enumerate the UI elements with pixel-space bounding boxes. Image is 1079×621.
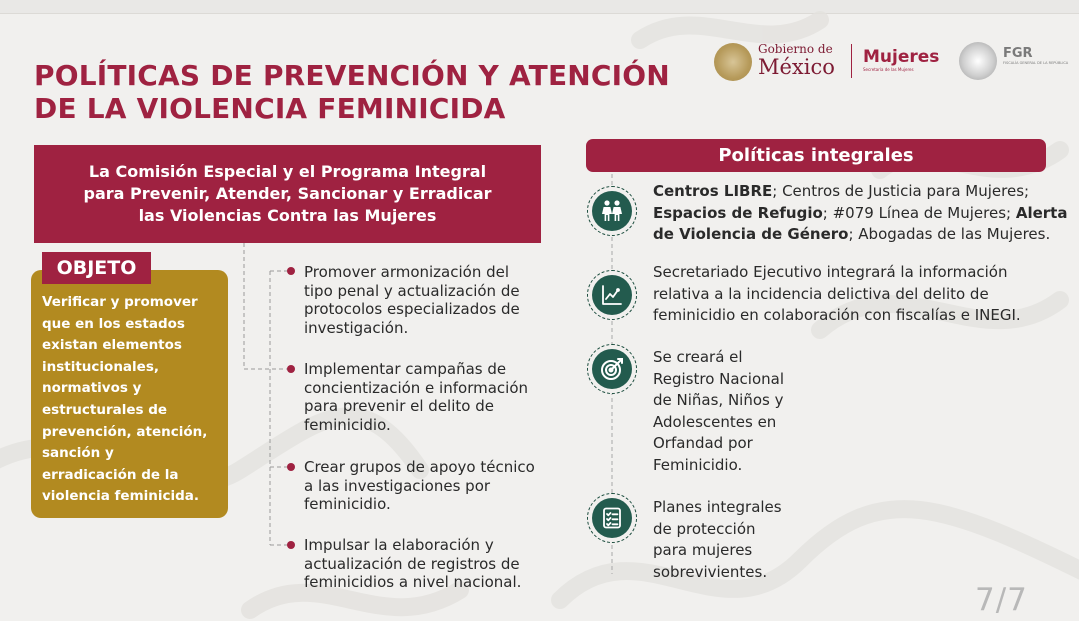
action-line: Impulsar la elaboración y [304, 536, 494, 554]
objeto-line: institucionales, [42, 358, 159, 375]
banner-line-1: La Comisión Especial y el Programa Integral [88, 162, 487, 181]
action-line: investigación. [304, 318, 409, 337]
top-bar [0, 0, 1079, 14]
politica-1-text: ; #079 Línea de Mujeres; [822, 203, 1016, 222]
objeto-line: prevención, atención, [42, 423, 208, 440]
chart-icon [592, 275, 632, 315]
mujeres-logo [863, 47, 939, 73]
action-item-4 [304, 536, 521, 592]
politica-1-line-3 [653, 224, 1067, 246]
politica-icon-frame [587, 493, 637, 543]
politica-1-text: ; Centros de Justicia para Mujeres; [772, 182, 1030, 200]
action-line: concientización e información [304, 378, 528, 397]
action-line: Promover armonización del [304, 263, 510, 281]
gobierno-seal-icon [714, 43, 752, 81]
objeto-line: existan elementos [42, 337, 182, 354]
fgr-logo [1003, 46, 1068, 65]
politica-item-3 [653, 347, 784, 477]
politica-1-bold: Alerta [1015, 203, 1068, 222]
objeto-box [31, 270, 228, 518]
objeto-line: erradicación de la [42, 466, 179, 483]
action-line: protocolos especializados de [304, 300, 520, 319]
politica-line: Adolescentes en [653, 412, 777, 431]
politica-1-line-1 [653, 181, 1067, 203]
politica-line: sobrevivientes. [653, 562, 768, 581]
women-icon [592, 191, 632, 231]
politica-line: Registro Nacional [653, 369, 785, 388]
page-title [34, 59, 704, 125]
politica-line: Orfandad por [653, 434, 753, 453]
politica-item-2 [653, 262, 1021, 327]
title-line-2: DE LA VIOLENCIA FEMINICIDA [34, 92, 506, 125]
politica-1-bold: Centros LIBRE [653, 182, 773, 200]
politica-1-bold: de Violencia de Género [653, 225, 849, 244]
commission-banner [34, 145, 541, 243]
fgr-logo-line-2: FISCALÍA GENERAL DE LA REPÚBLICA [1003, 61, 1069, 65]
politica-line: para mujeres [653, 541, 753, 560]
action-line: Implementar campañas de [304, 360, 507, 378]
action-item-3 [304, 458, 535, 514]
mujeres-logo-line-2: Secretaría de las Mujeres [863, 67, 914, 72]
politica-1-text: ; Abogadas de las Mujeres. [848, 225, 1051, 244]
politica-line: feminicidio en colaboración con fiscalías e INEGI. [653, 306, 1021, 325]
fgr-seal-icon [959, 42, 997, 80]
action-line: feminicidio. [304, 495, 391, 514]
objeto-line: normativos y [42, 380, 142, 397]
objeto-line: sanción y [42, 445, 114, 462]
target-icon [592, 349, 632, 389]
gobierno-logo-line-1: Gobierno de [758, 42, 833, 56]
banner-line-3: las Violencias Contra las Mujeres [138, 206, 437, 225]
politica-line: Secretariado Ejecutivo integrará la información [653, 263, 1008, 281]
title-line-1: POLÍTICAS DE PREVENCIÓN Y ATENCIÓN [34, 59, 670, 92]
gobierno-logo-line-2: México [758, 55, 835, 79]
page-number: 7/7 [975, 582, 1028, 618]
objeto-label: OBJETO [42, 252, 151, 284]
action-item-2 [304, 360, 528, 434]
objeto-line: violencia feminicida. [42, 488, 200, 505]
action-line: feminicidio. [304, 415, 391, 434]
action-item-1 [304, 263, 520, 337]
action-bullet [287, 267, 295, 275]
action-line: Crear grupos de apoyo técnico [304, 458, 535, 476]
objeto-line: estructurales de [42, 401, 168, 418]
logo-divider [851, 44, 852, 78]
checklist-icon [592, 498, 632, 538]
objeto-line: Verificar y promover [42, 294, 198, 310]
action-line: feminicidios a nivel nacional. [304, 573, 522, 592]
banner-line-2: para Prevenir, Atender, Sancionar y Erradicar [83, 184, 492, 203]
fgr-logo-line-1: FGR [1003, 46, 1033, 61]
politica-icon-frame [587, 270, 637, 320]
objeto-line: que en los estados [42, 315, 185, 332]
action-bullet [287, 365, 295, 373]
action-line: a las investigaciones por [304, 476, 491, 495]
politica-line: de Niñas, Niños y [653, 391, 784, 410]
politica-icon-frame [587, 186, 637, 236]
mujeres-logo-line-1: Mujeres [863, 47, 940, 67]
action-bullet [287, 463, 295, 471]
politica-line: de protección [653, 519, 756, 538]
action-line: actualización de registros de [304, 554, 520, 573]
politica-item-4 [653, 497, 782, 583]
action-line: para prevenir el delito de [304, 397, 494, 416]
politica-item-1 [653, 181, 1067, 246]
politica-line: Planes integrales [653, 498, 782, 516]
politica-icon-frame [587, 344, 637, 394]
action-line: tipo penal y actualización de [304, 281, 520, 300]
gobierno-logo [758, 42, 835, 78]
action-bullet [287, 541, 295, 549]
politica-1-line-2 [653, 203, 1067, 225]
politica-line: Se creará el [653, 348, 743, 366]
politica-line: relativa a la incidencia delictiva del delito de [653, 284, 989, 303]
politica-line: Feminicidio. [653, 455, 743, 474]
politica-1-bold: Espacios de Refugio [653, 203, 823, 222]
politicas-header: Políticas integrales [586, 139, 1046, 172]
logos [713, 41, 1069, 85]
slide [0, 14, 1079, 621]
